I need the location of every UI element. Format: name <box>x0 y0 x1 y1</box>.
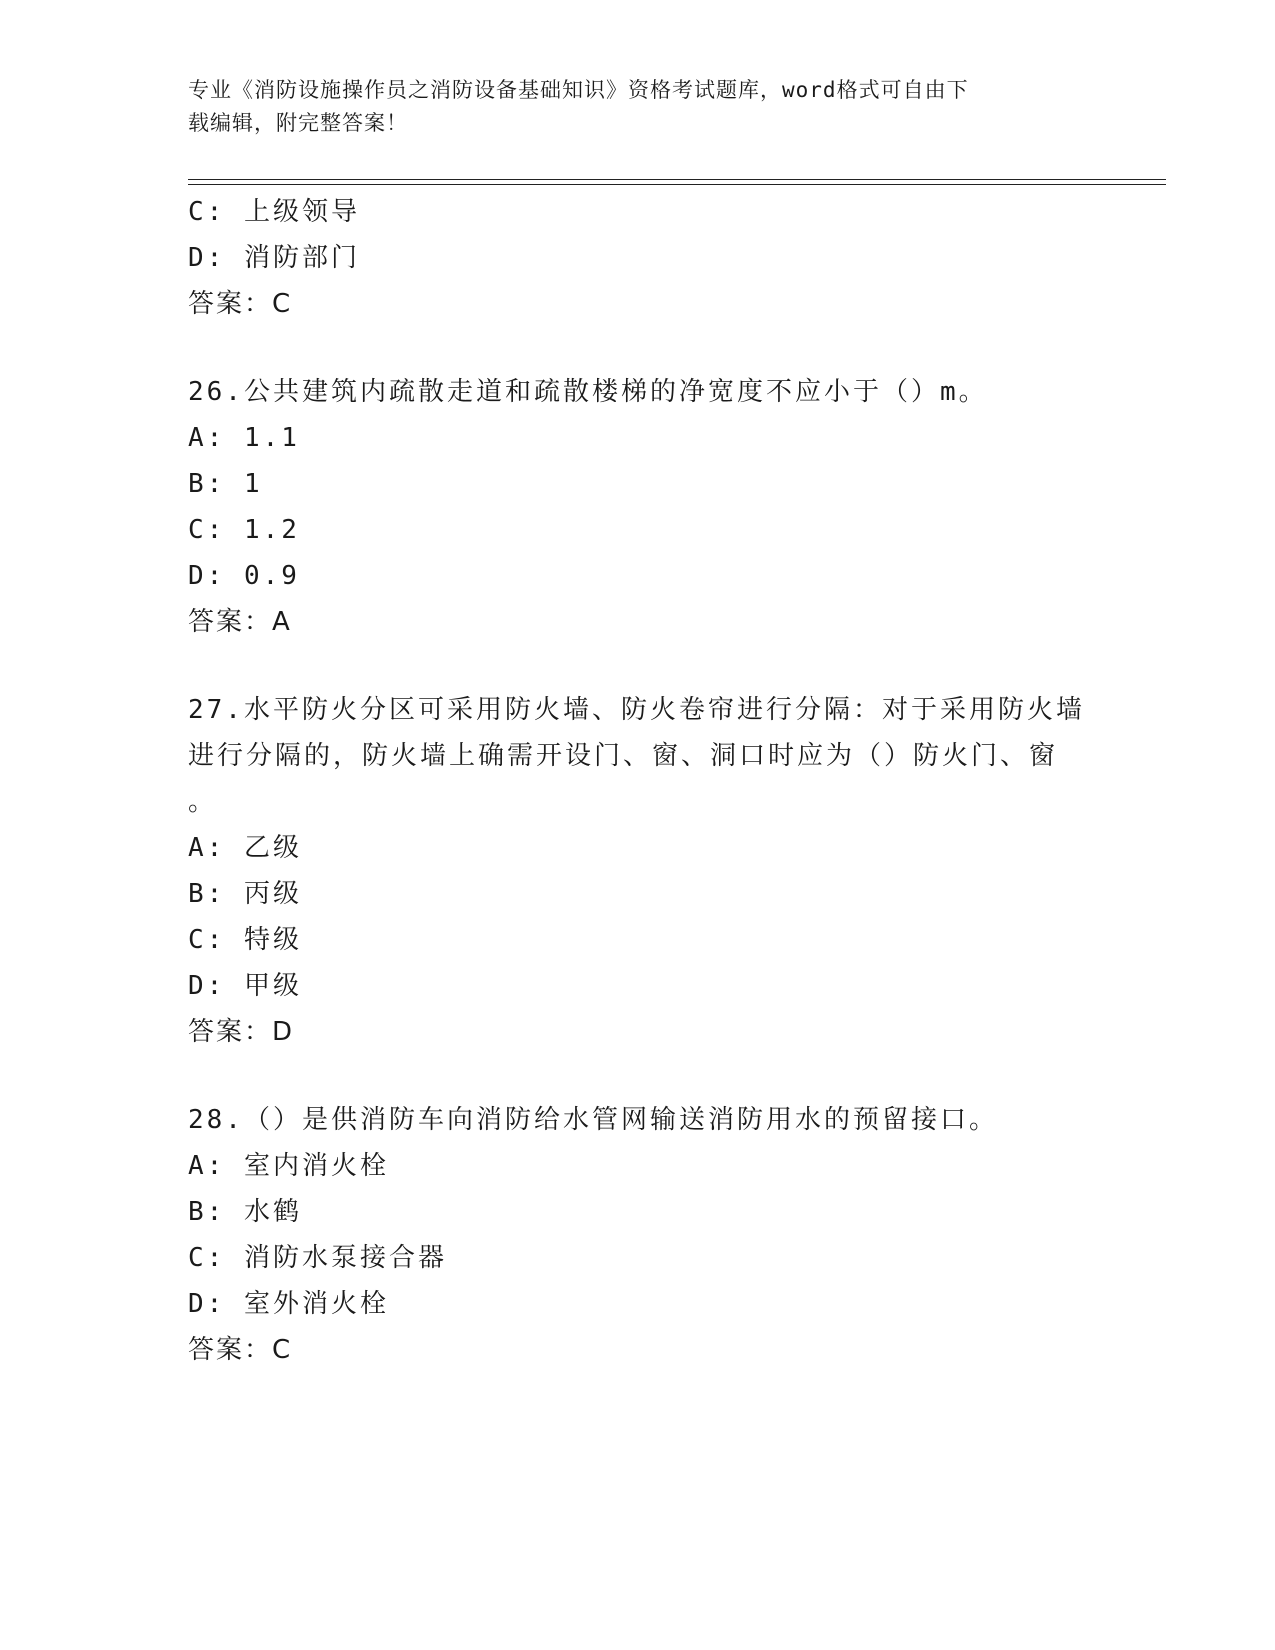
option-b <box>188 1189 1088 1235</box>
option-label: C: <box>188 1243 226 1273</box>
question-27-stem-line-2: 进行分隔的，防火墙上确需开设门、窗、洞口时应为（）防火门、窗 <box>188 741 1059 771</box>
option-b <box>188 871 1088 917</box>
option-label: A: <box>188 423 226 453</box>
question-28-stem: 28.（）是供消防车向消防给水管网输送消防用水的预留接口。 <box>188 1105 998 1135</box>
option-text: 1.1 <box>243 423 300 453</box>
option-label: C: <box>188 515 226 545</box>
question-spacer <box>188 645 1088 687</box>
option-label: B: <box>188 1197 226 1227</box>
option-label: D: <box>188 561 226 591</box>
option-d <box>188 963 1088 1009</box>
option-text: 乙级 <box>243 833 302 863</box>
option-c <box>188 189 1088 235</box>
option-text: 上级领导 <box>243 197 360 227</box>
option-label: C: <box>188 197 226 227</box>
option-text: 1.2 <box>243 515 300 545</box>
option-d <box>188 235 1088 281</box>
option-text: 0.9 <box>243 561 300 591</box>
option-b <box>188 461 1088 507</box>
header-line-2: 载编辑，附完整答案！ <box>188 111 408 135</box>
answer-line: 答案：C <box>188 1335 293 1365</box>
option-text: 室内消火栓 <box>243 1151 389 1181</box>
option-text: 消防部门 <box>243 243 360 273</box>
question-27-stem-line-3: 。 <box>188 787 218 817</box>
option-text: 水鹤 <box>243 1197 302 1227</box>
document-header <box>188 74 1068 140</box>
option-label: D: <box>188 971 226 1001</box>
option-a <box>188 415 1088 461</box>
option-label: B: <box>188 879 226 909</box>
option-text: 特级 <box>243 925 302 955</box>
option-a <box>188 825 1088 871</box>
option-label: D: <box>188 243 226 273</box>
answer-line: 答案：C <box>188 289 293 319</box>
option-label: D: <box>188 1289 226 1319</box>
answer-line: 答案：D <box>188 1017 295 1047</box>
option-text: 消防水泵接合器 <box>243 1243 447 1273</box>
option-text: 甲级 <box>243 971 302 1001</box>
option-text: 室外消火栓 <box>243 1289 389 1319</box>
answer-line: 答案：A <box>188 607 292 637</box>
option-text: 1 <box>243 469 263 499</box>
option-label: C: <box>188 925 226 955</box>
option-label: A: <box>188 1151 226 1181</box>
header-line-1: 专业《消防设施操作员之消防设备基础知识》资格考试题库，word格式可自由下 <box>188 78 969 102</box>
header-divider-bottom <box>188 184 1166 185</box>
question-spacer <box>188 1055 1088 1097</box>
option-c <box>188 507 1088 553</box>
header-divider-top <box>188 179 1166 180</box>
option-a <box>188 1143 1088 1189</box>
option-label: B: <box>188 469 226 499</box>
question-spacer <box>188 327 1088 369</box>
option-c <box>188 917 1088 963</box>
option-label: A: <box>188 833 226 863</box>
question-content <box>188 189 1088 1373</box>
question-27-stem-line-1: 27.水平防火分区可采用防火墙、防火卷帘进行分隔：对于采用防火墙 <box>188 695 1085 725</box>
question-26-stem: 26.公共建筑内疏散走道和疏散楼梯的净宽度不应小于（）m。 <box>188 377 988 407</box>
option-d <box>188 553 1088 599</box>
option-c <box>188 1235 1088 1281</box>
option-d <box>188 1281 1088 1327</box>
option-text: 丙级 <box>243 879 302 909</box>
